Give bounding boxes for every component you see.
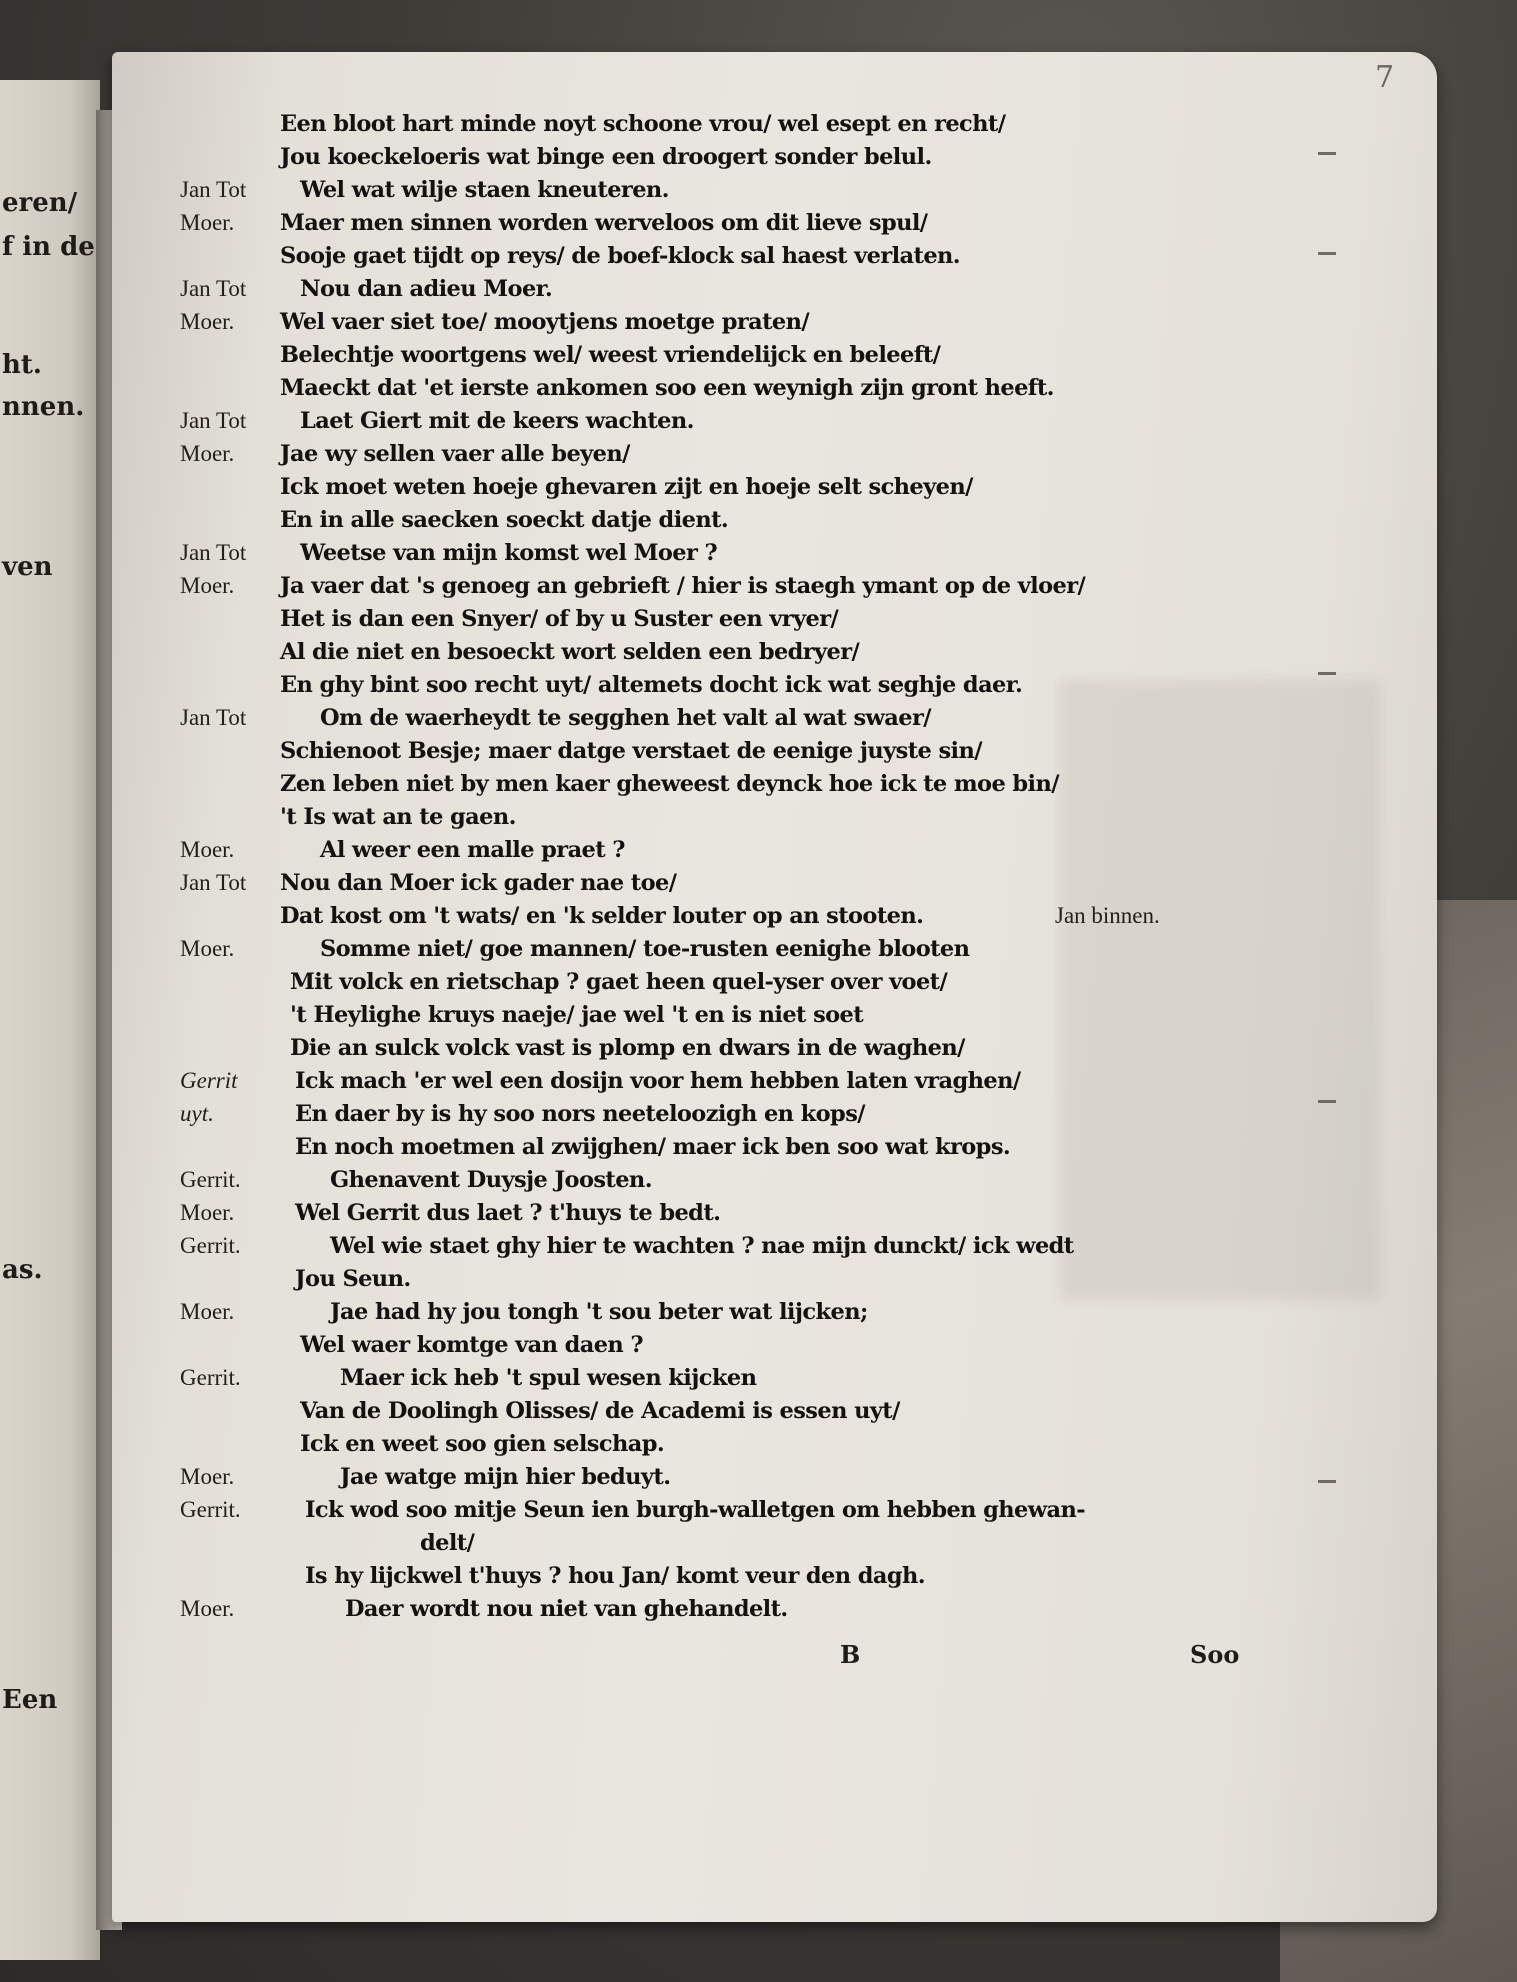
verse-line: Jou Seun. bbox=[295, 1266, 411, 1292]
verse-line: Al die niet en besoeckt wort selden een bedryer/ bbox=[280, 639, 860, 665]
verse-line: Jae had hy jou tongh 't sou beter wat lijcken; bbox=[330, 1299, 868, 1325]
left-page-fragment: Een bbox=[2, 1685, 58, 1715]
text-line bbox=[0, 471, 1517, 503]
verse-line: Schienoot Besje; maer datge verstaet de eenige juyste sin/ bbox=[280, 738, 982, 764]
verse-line: Wel wat wilje staen kneuteren. bbox=[300, 177, 669, 203]
text-line bbox=[0, 867, 1517, 899]
text-line bbox=[0, 141, 1517, 173]
left-page-fragment: ven bbox=[2, 552, 53, 582]
verse-line: Wel Gerrit dus laet ? t'huys te bedt. bbox=[295, 1200, 721, 1226]
text-line bbox=[0, 174, 1517, 206]
text-line bbox=[0, 999, 1517, 1031]
speaker-name: Gerrit bbox=[180, 1068, 238, 1093]
text-line bbox=[0, 1560, 1517, 1592]
left-page-fragment: as. bbox=[2, 1255, 43, 1285]
verse-line: Dat kost om 't wats/ en 'k selder louter op an stooten. bbox=[280, 903, 924, 929]
page-number: 7 bbox=[1375, 60, 1395, 95]
speaker-name: Moer. bbox=[180, 936, 235, 961]
text-line bbox=[0, 273, 1517, 305]
text-line bbox=[0, 1164, 1517, 1196]
text-line bbox=[0, 240, 1517, 272]
speaker-name: Gerrit. bbox=[180, 1365, 241, 1390]
text-line bbox=[0, 1197, 1517, 1229]
verse-line: Een bloot hart minde noyt schoone vrou/ wel esept en recht/ bbox=[280, 111, 1006, 137]
left-page-fragment: ht. bbox=[2, 350, 42, 380]
verse-line: Maer men sinnen worden werveloos om dit lieve spul/ bbox=[280, 210, 928, 236]
text-line bbox=[0, 1296, 1517, 1328]
verse-line: Wel wie staet ghy hier te wachten ? nae mijn dunckt/ ick wedt bbox=[330, 1233, 1074, 1259]
text-line bbox=[0, 834, 1517, 866]
text-line bbox=[0, 570, 1517, 602]
verse-line: Jae watge mijn hier beduyt. bbox=[340, 1464, 671, 1490]
text-line bbox=[0, 339, 1517, 371]
text-line bbox=[0, 966, 1517, 998]
verse-line: Ja vaer dat 's genoeg an gebrieft / hier is staegh ymant op de vloer/ bbox=[280, 573, 1086, 599]
text-line bbox=[0, 405, 1517, 437]
text-line bbox=[0, 768, 1517, 800]
verse-line: Weetse van mijn komst wel Moer ? bbox=[300, 540, 718, 566]
verse-line: Maeckt dat 'et ierste ankomen soo een weynigh zijn gront heeft. bbox=[280, 375, 1054, 401]
text-line bbox=[0, 1098, 1517, 1130]
verse-line: Om de waerheydt te segghen het valt al wat swaer/ bbox=[320, 705, 931, 731]
speaker-name: Moer. bbox=[180, 441, 235, 466]
verse-line: 't Is wat an te gaen. bbox=[280, 804, 516, 830]
speaker-name: uyt. bbox=[180, 1101, 214, 1126]
text-line bbox=[0, 669, 1517, 701]
speaker-name: Jan Tot bbox=[180, 870, 247, 895]
verse-line: Die an sulck volck vast is plomp en dwars in de waghen/ bbox=[290, 1035, 965, 1061]
text-line bbox=[0, 537, 1517, 569]
verse-line: Ick moet weten hoeje ghevaren zijt en hoeje selt scheyen/ bbox=[280, 474, 973, 500]
verse-line: Zen leben niet by men kaer gheweest deynck hoe ick te moe bin/ bbox=[280, 771, 1059, 797]
verse-line: Is hy lijckwel t'huys ? hou Jan/ komt veur den dagh. bbox=[305, 1563, 926, 1589]
verse-line: Al weer een malle praet ? bbox=[320, 837, 625, 863]
speaker-name: Moer. bbox=[180, 573, 235, 598]
text-line bbox=[0, 735, 1517, 767]
verse-line: Van de Doolingh Olisses/ de Academi is essen uyt/ bbox=[300, 1398, 900, 1424]
verse-line: Wel waer komtge van daen ? bbox=[300, 1332, 644, 1358]
verse-line: Het is dan een Snyer/ of by u Suster een vryer/ bbox=[280, 606, 839, 632]
text-line bbox=[0, 207, 1517, 239]
verse-line: Ick wod soo mitje Seun ien burgh-walletgen om hebben ghewan- bbox=[305, 1497, 1086, 1523]
speaker-name: Jan Tot bbox=[180, 177, 247, 202]
text-line bbox=[0, 1329, 1517, 1361]
speaker-name: Moer. bbox=[180, 1596, 235, 1621]
text-line bbox=[0, 1428, 1517, 1460]
verse-line: Laet Giert mit de keers wachten. bbox=[300, 408, 694, 434]
speaker-name: Gerrit. bbox=[180, 1167, 241, 1192]
text-line bbox=[0, 702, 1517, 734]
speaker-name: Gerrit. bbox=[180, 1497, 241, 1522]
text-line bbox=[0, 306, 1517, 338]
speaker-name: Gerrit. bbox=[180, 1233, 241, 1258]
text-line bbox=[0, 504, 1517, 536]
verse-line: Ick mach 'er wel een dosijn voor hem hebben laten vraghen/ bbox=[295, 1068, 1021, 1094]
verse-line: Nou dan Moer ick gader nae toe/ bbox=[280, 870, 677, 896]
left-page-fragment: eren/ bbox=[2, 188, 78, 218]
text-line bbox=[0, 1593, 1517, 1625]
verse-line: Somme niet/ goe mannen/ toe-rusten eenighe blooten bbox=[320, 936, 970, 962]
text-line bbox=[0, 372, 1517, 404]
text-line bbox=[0, 1362, 1517, 1394]
speaker-name: Jan Tot bbox=[180, 408, 247, 433]
verse-line: En ghy bint soo recht uyt/ altemets docht ick wat seghje daer. bbox=[280, 672, 1023, 698]
verse-line: Wel vaer siet toe/ mooytjens moetge praten/ bbox=[280, 309, 809, 335]
text-line bbox=[0, 900, 1517, 932]
verse-line: Daer wordt nou niet van ghehandelt. bbox=[345, 1596, 788, 1622]
text-line bbox=[0, 1395, 1517, 1427]
text-line bbox=[0, 108, 1517, 140]
verse-line: Jae wy sellen vaer alle beyen/ bbox=[280, 441, 630, 467]
verse-line: En in alle saecken soeckt datje dient. bbox=[280, 507, 729, 533]
speaker-name: Jan Tot bbox=[180, 540, 247, 565]
text-line bbox=[0, 933, 1517, 965]
verse-line: 't Heylighe kruys naeje/ jae wel 't en is niet soet bbox=[290, 1002, 864, 1028]
signature-mark: B bbox=[840, 1640, 861, 1669]
text-line bbox=[0, 1494, 1517, 1526]
text-line bbox=[0, 636, 1517, 668]
speaker-name: Moer. bbox=[180, 210, 235, 235]
speaker-name: Moer. bbox=[180, 1299, 235, 1324]
verse-line: En daer by is hy soo nors neeteloozigh en kops/ bbox=[295, 1101, 865, 1127]
speaker-name: Moer. bbox=[180, 1200, 235, 1225]
verse-line: Belechtje woortgens wel/ weest vriendelijck en beleeft/ bbox=[280, 342, 941, 368]
verse-line: Sooje gaet tijdt op reys/ de boef-klock sal haest verlaten. bbox=[280, 243, 961, 269]
stage-direction: Jan binnen. bbox=[1055, 903, 1160, 928]
verse-line: Nou dan adieu Moer. bbox=[300, 276, 553, 302]
text-line bbox=[0, 1461, 1517, 1493]
speaker-name: Jan Tot bbox=[180, 276, 247, 301]
left-page-fragment: nnen. bbox=[2, 392, 85, 422]
speaker-name: Moer. bbox=[180, 309, 235, 334]
catchword: Soo bbox=[1190, 1640, 1240, 1669]
speaker-name: Jan Tot bbox=[180, 705, 247, 730]
verse-line: Jou koeckeloeris wat binge een droogert sonder belul. bbox=[280, 144, 932, 170]
verse-line: Ghenavent Duysje Joosten. bbox=[330, 1167, 652, 1193]
verse-line: Maer ick heb 't spul wesen kijcken bbox=[340, 1365, 757, 1391]
text-line bbox=[0, 1230, 1517, 1262]
text-line bbox=[0, 1263, 1517, 1295]
text-line bbox=[0, 438, 1517, 470]
speaker-name: Moer. bbox=[180, 1464, 235, 1489]
text-line bbox=[0, 603, 1517, 635]
text-line bbox=[0, 1065, 1517, 1097]
verse-line: delt/ bbox=[420, 1530, 475, 1556]
text-line bbox=[0, 801, 1517, 833]
left-page-fragment: f in de bbox=[2, 232, 95, 262]
verse-line: En noch moetmen al zwijghen/ maer ick ben soo wat krops. bbox=[295, 1134, 1011, 1160]
verse-line: Ick en weet soo gien selschap. bbox=[300, 1431, 665, 1457]
text-line bbox=[0, 1032, 1517, 1064]
speaker-name: Moer. bbox=[180, 837, 235, 862]
text-line bbox=[0, 1131, 1517, 1163]
text-line bbox=[0, 1527, 1517, 1559]
verse-line: Mit volck en rietschap ? gaet heen quel-yser over voet/ bbox=[290, 969, 948, 995]
